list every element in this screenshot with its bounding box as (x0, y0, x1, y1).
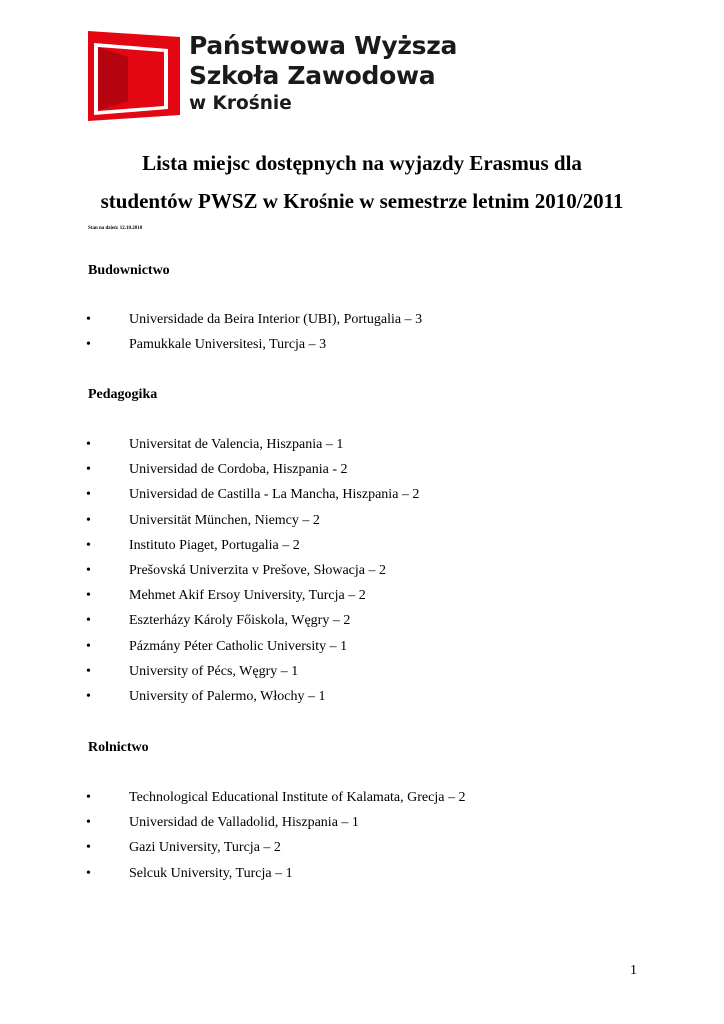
section-heading-budownictwo: Budownictwo (88, 263, 170, 278)
bullet: • (86, 562, 91, 578)
section-heading-pedagogika: Pedagogika (88, 387, 158, 402)
list-item-text: Prešovská Univerzita v Prešove, Słowacja – 2 (129, 562, 386, 578)
bullet: • (86, 437, 91, 452)
list-item-text: Selcuk University, Turcja – 1 (129, 865, 293, 881)
bullet: • (86, 337, 91, 353)
bullet: • (86, 663, 91, 679)
list-item-text: University of Pécs, Węgry – 1 (129, 663, 299, 679)
bullet: • (86, 537, 91, 553)
list-item-text: Eszterházy Károly Főiskola, Węgry – 2 (129, 613, 351, 629)
logo-text (189, 31, 457, 117)
bullet: • (86, 815, 91, 831)
bullet: • (86, 688, 91, 704)
list-item-text: Universitat de Valencia, Hiszpania – 1 (129, 437, 344, 452)
university-logo (88, 31, 458, 121)
list-item-text: Gazi University, Turcja – 2 (129, 840, 281, 856)
bullet: • (86, 865, 91, 881)
bullet: • (86, 512, 91, 528)
page-number: 1 (630, 963, 637, 978)
bullet: • (86, 613, 91, 629)
bullet: • (86, 487, 91, 503)
bullet: • (86, 588, 91, 604)
list-item-text: Universidad de Valladolid, Hiszpania – 1 (129, 815, 359, 831)
logo-line-1: Państwowa Wyższa (189, 31, 458, 60)
list-item-text: Pamukkale Universitesi, Turcja – 3 (129, 337, 327, 353)
logo-mark-fold (98, 47, 128, 111)
list-item-text: Instituto Piaget, Portugalia – 2 (129, 537, 300, 553)
list-item-text: Technological Educational Institute of Kalamata, Grecja – 2 (129, 790, 466, 805)
list-item-text: Mehmet Akif Ersoy University, Turcja – 2 (129, 588, 366, 604)
list-item-text: Universidade da Beira Interior (UBI), Portugalia – 3 (129, 312, 423, 327)
list-item-text: University of Palermo, Włochy – 1 (129, 688, 326, 704)
list-item-text: Universidad de Castilla - La Mancha, Hiszpania – 2 (129, 487, 420, 503)
logo-line-3: w Krośnie (189, 93, 292, 114)
document-title-line-1: Lista miejsc dostępnych na wyjazdy Erasmus dla (142, 151, 582, 175)
bullet: • (86, 840, 91, 856)
list-item-text: Universidad de Cordoba, Hiszpania - 2 (129, 462, 348, 478)
bullet: • (86, 638, 91, 654)
bullet: • (86, 790, 91, 805)
logo-mark-icon (88, 31, 180, 121)
section-heading-rolnictwo: Rolnictwo (88, 740, 149, 755)
logo-line-2: Szkoła Zawodowa (189, 61, 436, 90)
document-title-line-2: studentów PWSZ w Krośnie w semestrze letnim 2010/2011 (100, 189, 624, 213)
bullet: • (86, 312, 91, 327)
list-item-text: Universität München, Niemcy – 2 (129, 512, 320, 528)
bullet: • (86, 462, 91, 478)
status-date: Stan na dzień: 12.10.2010 (88, 226, 143, 231)
list-item-text: Pázmány Péter Catholic University – 1 (129, 638, 348, 654)
